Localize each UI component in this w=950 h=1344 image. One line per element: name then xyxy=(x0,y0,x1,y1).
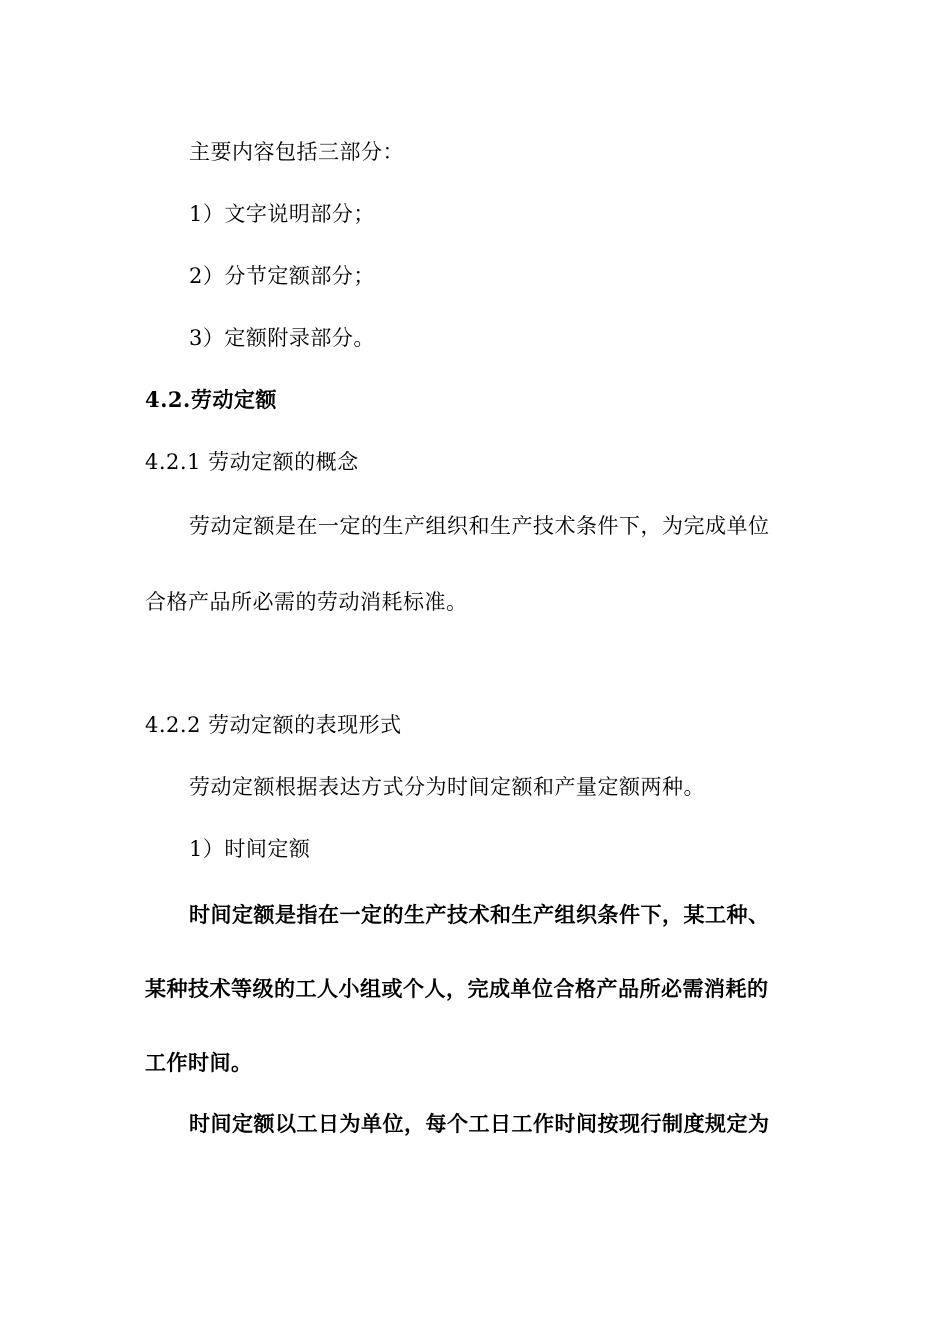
bold-paragraph-line: 某种技术等级的工人小组或个人，完成单位合格产品所必需消耗的 xyxy=(145,976,769,1001)
intro-item-3: 3）定额附录部分。 xyxy=(189,326,375,350)
paragraph-line: 合格产品所必需的劳动消耗标准。 xyxy=(145,590,468,614)
list-item-time-quota: 1）时间定额 xyxy=(189,837,311,861)
intro-item-2: 2）分节定额部分； xyxy=(189,264,375,288)
subsection-heading-4-2-2: 4.2.2 劳动定额的表现形式 xyxy=(145,713,402,737)
bold-paragraph-line: 工作时间。 xyxy=(145,1050,253,1075)
subsection-heading-4-2-1: 4.2.1 劳动定额的概念 xyxy=(145,450,359,474)
section-heading-4-2: 4.2.劳动定额 xyxy=(145,387,277,412)
paragraph-line: 劳动定额根据表达方式分为时间定额和产量定额两种。 xyxy=(189,775,705,799)
intro-lead: 主要内容包括三部分： xyxy=(189,140,404,164)
intro-item-1: 1）文字说明部分； xyxy=(189,202,375,226)
paragraph-line: 劳动定额是在一定的生产组织和生产技术条件下，为完成单位 xyxy=(189,514,770,538)
bold-paragraph-line: 时间定额以工日为单位，每个工日工作时间按现行制度规定为 xyxy=(189,1111,770,1136)
bold-paragraph-line: 时间定额是指在一定的生产技术和生产组织条件下，某工种、 xyxy=(189,902,770,927)
